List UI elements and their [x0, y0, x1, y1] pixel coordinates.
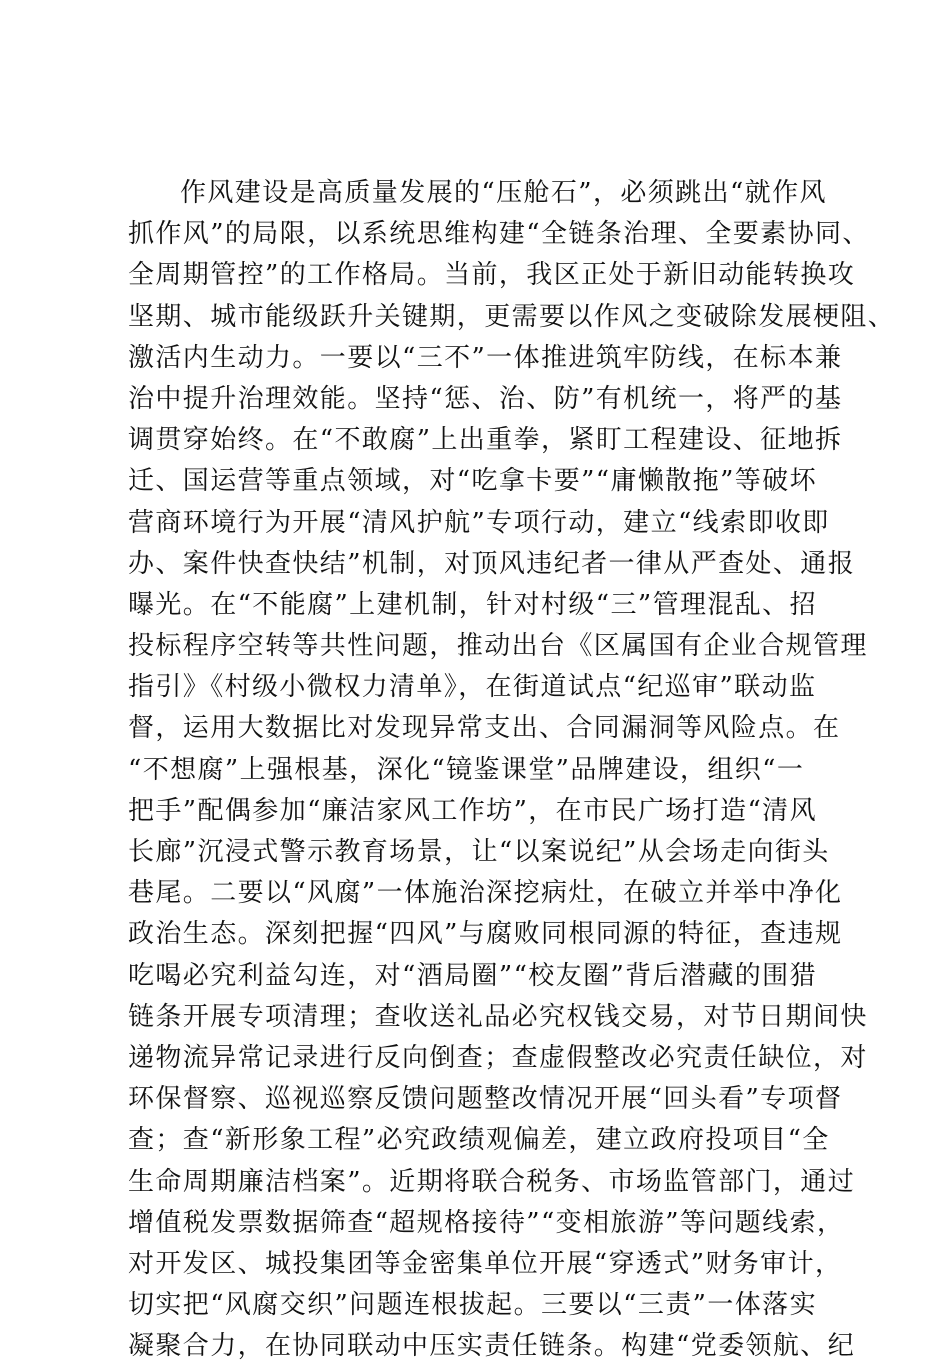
text-line: 链条开展专项清理；查收送礼品必究权钱交易，对节日期间快: [128, 1001, 868, 1032]
text-line: 查；查“新形象工程”必究政绩观偏差，建立政府投项目“全: [128, 1125, 830, 1156]
text-line: 督，运用大数据比对发现异常支出、合同漏洞等风险点。在: [128, 713, 841, 744]
text-line: “不想腐”上强根基，深化“镜鉴课堂”品牌建设，组织“一: [128, 754, 805, 785]
text-line: 投标程序空转等共性问题，推动出台《区属国有企业合规管理: [128, 631, 868, 662]
text-line: 环保督察、巡视巡察反馈问题整改情况开展“回头看”专项督: [128, 1084, 843, 1115]
text-line: 吃喝必究利益勾连，对“酒局圈”“校友圈”背后潜藏的围猎: [128, 960, 817, 991]
text-line: 凝聚合力，在协同联动中压实责任链条。构建“党委领航、纪: [128, 1331, 856, 1362]
text-line: 递物流异常记录进行反向倒查；查虚假整改必究责任缺位，对: [128, 1042, 868, 1073]
text-line: 曝光。在“不能腐”上建机制，针对村级“三”管理混乱、招: [128, 589, 817, 620]
text-line: 作风建设是高质量发展的“压舱石”，必须跳出“就作风: [180, 178, 827, 208]
text-line: 激活内生动力。一要以“三不”一体推进筑牢防线，在标本兼: [128, 342, 843, 373]
text-line: 全周期管控”的工作格局。当前，我区正处于新旧动能转换攻: [128, 260, 856, 291]
text-line: 指引》《村级小微权力清单》，在街道试点“纪巡审”联动监: [128, 672, 817, 703]
text-line: 办、案件快查快结”机制，对顶风违纪者一律从严查处、通报: [128, 548, 856, 579]
text-line: 治中提升治理效能。坚持“惩、治、防”有机统一，将严的基: [128, 383, 843, 414]
text-line: 迁、国运营等重点领域，对“吃拿卡要”“庸懒散拖”等破坏: [128, 466, 817, 497]
text-line: 切实把“风腐交织”问题连根拔起。三要以“三责”一体落实: [128, 1290, 817, 1321]
text-line: 长廊”沉浸式警示教育场景，让“以案说纪”从会场走向街头: [128, 837, 830, 867]
body-paragraph: [128, 173, 896, 1367]
text-line: 抓作风”的局限，以系统思维构建“全链条治理、全要素协同、: [128, 219, 870, 250]
text-line: 增值税发票数据筛查“超规格接待”“变相旅游”等问题线索，: [128, 1207, 845, 1238]
text-line: 生命周期廉洁档案”。近期将联合税务、市场监管部门，通过: [128, 1166, 856, 1197]
text-line: 政治生态。深刻把握“四风”与腐败同根同源的特征，查违规: [128, 919, 843, 950]
text-line: 对开发区、城投集团等金密集单位开展“穿透式”财务审计，: [128, 1248, 843, 1279]
text-line: 营商环境行为开展“清风护航”专项行动，建立“线索即收即: [128, 507, 830, 538]
text-line: 坚期、城市能级跃升关键期，更需要以作风之变破除发展梗阻、: [128, 301, 896, 332]
text-line: 把手”配偶参加“廉洁家风工作坊”，在市民广场打造“清风: [128, 795, 817, 826]
text-line: 巷尾。二要以“风腐”一体施治深挖病灶，在破立并举中净化: [128, 878, 843, 909]
text-line: 调贯穿始终。在“不敢腐”上出重拳，紧盯工程建设、征地拆: [128, 425, 843, 456]
